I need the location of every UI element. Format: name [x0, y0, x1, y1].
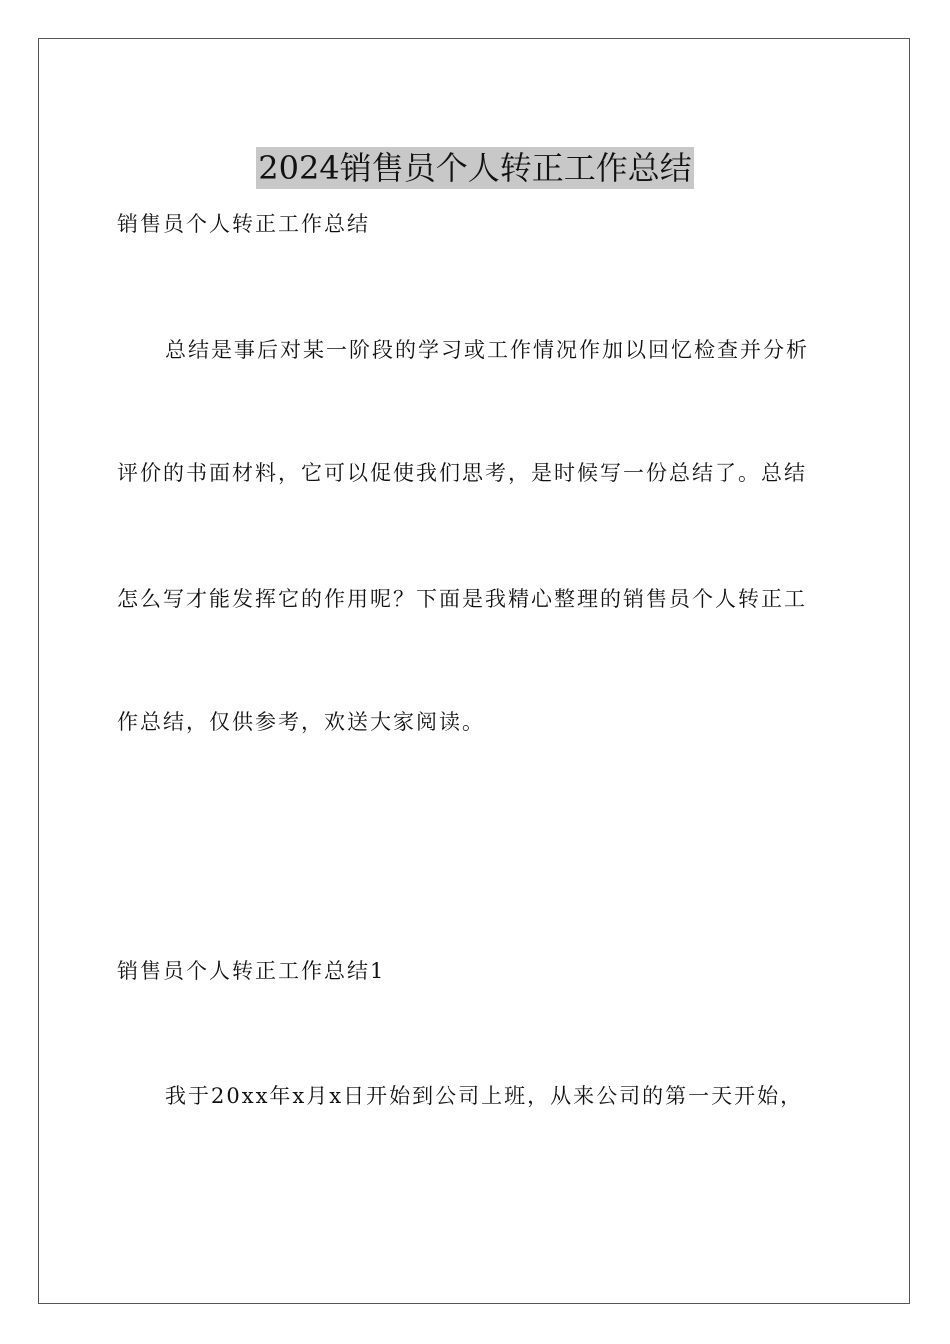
title-container	[0, 126, 950, 211]
section-paragraph-line-1: 我于20xx年x月x日开始到公司上班，从来公司的第一天开始，	[165, 1084, 804, 1108]
document-subtitle: 销售员个人转正工作总结	[117, 212, 370, 236]
intro-line-3: 怎么写才能发挥它的作用呢？下面是我精心整理的销售员个人转正工	[117, 587, 807, 611]
intro-line-2: 评价的书面材料，它可以促使我们思考，是时候写一份总结了。总结	[117, 461, 807, 485]
intro-line-4: 作总结，仅供参考，欢送大家阅读。	[117, 710, 485, 734]
intro-line-1: 总结是事后对某一阶段的学习或工作情况作加以回忆检查并分析	[165, 338, 809, 362]
section-heading: 销售员个人转正工作总结1	[117, 959, 386, 983]
document-title: 2024销售员个人转正工作总结	[258, 149, 692, 188]
